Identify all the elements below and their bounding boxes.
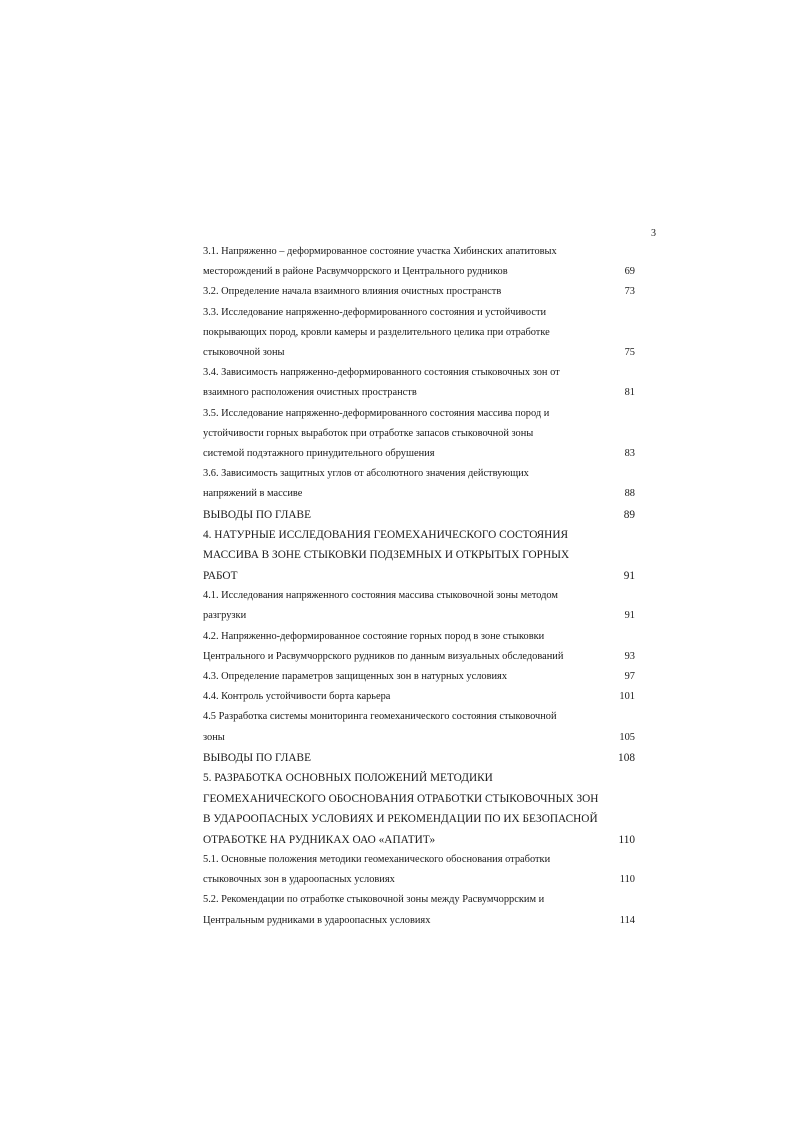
toc-entry-title: 3.1. Напряженно – деформированное состояние участка Хибинских апатитовых месторождений в районе Расвумчоррского и Центрального рудников bbox=[203, 246, 557, 278]
toc-entry-page: 114 bbox=[619, 914, 635, 926]
toc-entry-title: 5.1. Основные положения методики геомеханического обоснования отработки стыковочных зон в удароопасных условиях bbox=[203, 853, 551, 886]
toc-entry-title: 3.3. Исследование напряженно-деформированного состояния и устойчивости покрывающих пород, кровли камеры и разделительного целика при отработке стыковочной зоны bbox=[203, 306, 550, 359]
toc-entry-title: 4.2. Напряженно-деформированное состояние горных пород в зоне стыковки Центрального и Расвумчоррского рудников по данным визуальных обследований bbox=[203, 630, 564, 662]
toc-entry-page: 91 bbox=[624, 610, 635, 622]
toc-entry-page: 73 bbox=[624, 286, 635, 298]
toc-entry bbox=[203, 627, 635, 667]
toc-entry-title: ВЫВОДЫ ПО ГЛАВЕ bbox=[203, 751, 311, 764]
toc-entry-page: 81 bbox=[624, 387, 635, 399]
toc-entry bbox=[203, 890, 635, 930]
toc-entry-title: 4.5 Разработка системы мониторинга геомеханического состояния стыковочной зоны bbox=[203, 711, 557, 743]
toc-entry-page: 91 bbox=[623, 569, 635, 582]
toc-chapter-entry bbox=[203, 525, 635, 586]
toc-entry-title: 5. РАЗРАБОТКА ОСНОВНЫХ ПОЛОЖЕНИЙ МЕТОДИКИ ГЕОМЕХАНИЧЕСКОГО ОБОСНОВАНИЯ ОТРАБОТКИ СТЫКОВОЧНЫХ ЗОН В УДАРООПАСНЫХ УСЛОВИЯХ И РЕКОМЕНДАЦИИ ПО ИХ БЕЗОПАСНОЙ ОТРАБОТКЕ НА РУДНИКАХ ОАО «АПАТИТ» bbox=[203, 772, 599, 846]
toc-entry-title: 4.1. Исследования напряженного состояния массива стыковочной зоны методом разгрузки bbox=[203, 590, 558, 622]
toc-entry-title: 4. НАТУРНЫЕ ИССЛЕДОВАНИЯ ГЕОМЕХАНИЧЕСКОГО СОСТОЯНИЯ МАССИВА В ЗОНЕ СТЫКОВКИ ПОДЗЕМНЫХ И ОТКРЫТЫХ ГОРНЫХ РАБОТ bbox=[203, 529, 570, 582]
toc-entry-title: 3.5. Исследование напряженно-деформированного состояния массива пород и устойчивости горных выработок при отработке запасов стыковочной зоны системой подэтажного принудительного обрушения bbox=[203, 407, 550, 460]
toc-entry-page: 75 bbox=[624, 347, 635, 359]
page-number: 3 bbox=[651, 228, 656, 239]
toc-entry-title: 4.4. Контроль устойчивости борта карьера bbox=[203, 691, 391, 703]
toc-entry bbox=[203, 242, 635, 282]
toc-entry bbox=[203, 404, 635, 465]
toc-entry-page: 101 bbox=[619, 691, 635, 703]
toc-entry bbox=[203, 687, 635, 707]
toc-conclusion-entry bbox=[203, 748, 635, 768]
toc-entry-page: 88 bbox=[624, 488, 635, 500]
toc-entry-page: 83 bbox=[624, 448, 635, 460]
toc-entry bbox=[203, 282, 635, 302]
toc-entry-title: 3.4. Зависимость напряженно-деформированного состояния стыковочных зон от взаимного расположения очистных пространств bbox=[203, 367, 560, 399]
toc-conclusion-entry bbox=[203, 505, 635, 525]
toc-entry-title: 3.6. Зависимость защитных углов от абсолютного значения действующих напряжений в массиве bbox=[203, 468, 529, 500]
toc-entry-page: 110 bbox=[619, 874, 635, 886]
toc-entry bbox=[203, 850, 635, 890]
table-of-contents bbox=[203, 242, 635, 931]
toc-entry bbox=[203, 707, 635, 747]
toc-entry-page: 105 bbox=[619, 731, 635, 743]
toc-entry-page: 93 bbox=[624, 650, 635, 662]
toc-entry-title: ВЫВОДЫ ПО ГЛАВЕ bbox=[203, 508, 311, 521]
toc-entry bbox=[203, 303, 635, 364]
toc-entry-page: 89 bbox=[623, 508, 635, 521]
toc-entry bbox=[203, 667, 635, 687]
toc-entry bbox=[203, 586, 635, 626]
toc-entry-title: 5.2. Рекомендации по отработке стыковочной зоны между Расвумчоррским и Центральным рудниками в удароопасных условиях bbox=[203, 894, 545, 926]
toc-chapter-entry bbox=[203, 768, 635, 850]
toc-entry-title: 4.3. Определение параметров защищенных зон в натурных условиях bbox=[203, 671, 508, 683]
toc-entry-page: 97 bbox=[624, 671, 635, 683]
toc-entry-page: 110 bbox=[618, 833, 635, 846]
toc-entry bbox=[203, 464, 635, 504]
toc-entry-page: 108 bbox=[618, 751, 635, 764]
toc-entry bbox=[203, 363, 635, 403]
toc-entry-page: 69 bbox=[624, 266, 635, 278]
toc-entry-title: 3.2. Определение начала взаимного влияния очистных пространств bbox=[203, 286, 502, 298]
